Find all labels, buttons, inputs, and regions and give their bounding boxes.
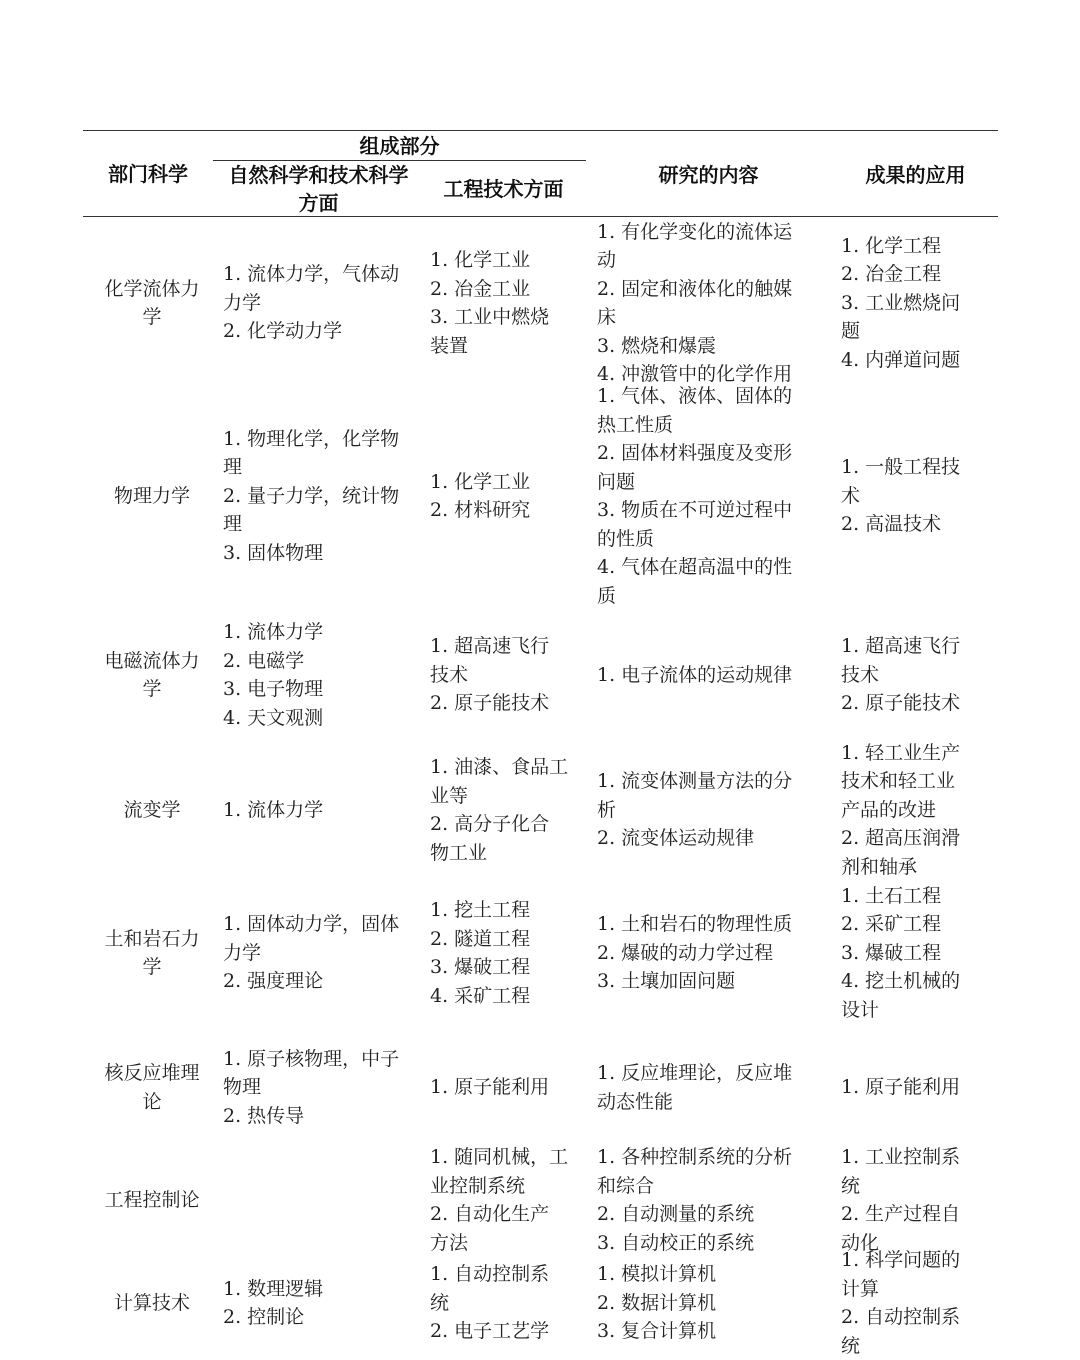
engineering-cell [430,604,588,746]
cell-text-line: 论 [88,1088,216,1117]
cell-text-line: 1. 科学问题的 [841,1246,981,1275]
cell-text-line: 2. 控制论 [223,1303,415,1332]
natural-science-cell [223,746,415,874]
cell-text-line: 3. 固体物理 [223,539,415,568]
application-cell [841,874,981,1032]
department-cell [88,746,216,874]
cell-text-line: 1. 流变体测量方法的分 [597,767,822,796]
cell-text-line: 2. 热传导 [223,1102,415,1131]
cell-text-line: 流变学 [88,796,216,825]
cell-text-line: 4. 内弹道问题 [841,346,981,375]
natural-science-cell [223,604,415,746]
cell-text-line: 统 [841,1172,981,1201]
cell-text-line: 产品的改进 [841,796,981,825]
application-cell [841,218,981,388]
engineering-cell [430,874,588,1032]
cell-text-line: 质 [597,582,822,611]
header-engineering: 工程技术方面 [421,175,586,203]
engineering-cell [430,1257,588,1349]
natural-science-cell [223,218,415,388]
cell-text-line: 2. 原子能技术 [841,689,981,718]
cell-text-line: 统 [430,1289,588,1318]
cell-text-line: 动 [597,246,822,275]
cell-text-line: 2. 冶金工程 [841,260,981,289]
cell-text-line: 土和岩石力 [88,925,216,954]
research-content-cell [597,746,822,874]
natural-science-cell [223,1143,415,1257]
cell-text-line: 理 [223,453,415,482]
cell-text-line: 2. 强度理论 [223,967,415,996]
natural-science-cell [223,1257,415,1349]
cell-text-line: 1. 固体动力学，固体 [223,910,415,939]
cell-text-line: 2. 原子能技术 [430,689,588,718]
cell-text-line: 2. 冶金工业 [430,275,588,304]
header-department-science: 部门科学 [83,160,213,188]
cell-text-line: 电磁流体力 [88,647,216,676]
research-content-cell [597,874,822,1032]
cell-text-line: 1. 超高速飞行 [841,632,981,661]
cell-text-line: 统 [841,1332,981,1360]
cell-text-line: 1. 化学工业 [430,246,588,275]
cell-text-line: 1. 土石工程 [841,882,981,911]
cell-text-line: 1. 化学工程 [841,232,981,261]
cell-text-line: 2. 材料研究 [430,496,588,525]
department-cell [88,1257,216,1349]
cell-text-line: 计算技术 [88,1289,216,1318]
cell-text-line: 4. 天文观测 [223,704,415,733]
research-content-cell [597,388,822,604]
cell-text-line: 题 [841,317,981,346]
cell-text-line: 2. 生产过程自 [841,1200,981,1229]
department-cell [88,874,216,1032]
department-cell [88,1032,216,1143]
natural-science-cell [223,388,415,604]
cell-text-line: 床 [597,303,822,332]
cell-text-line: 3. 工业中燃烧 [430,303,588,332]
cell-text-line: 3. 物质在不可逆过程中 [597,496,822,525]
cell-text-line: 3. 燃烧和爆震 [597,332,822,361]
research-content-cell [597,604,822,746]
cell-text-line: 技术 [430,661,588,690]
cell-text-line: 1. 流体力学 [223,618,415,647]
cell-text-line: 理 [223,510,415,539]
cell-text-line: 1. 有化学变化的流体运 [597,218,822,247]
cell-text-line: 技术和轻工业 [841,767,981,796]
table-row [83,1143,998,1257]
department-cell [88,1143,216,1257]
application-cell [841,388,981,604]
cell-text-line: 业等 [430,782,588,811]
application-cell [841,1257,981,1349]
application-cell [841,1143,981,1257]
table-row [83,874,998,1032]
table-row [83,218,998,388]
table-row [83,1257,998,1349]
cell-text-line: 1. 超高速飞行 [430,632,588,661]
cell-text-line: 1. 化学工业 [430,468,588,497]
cell-text-line: 2. 电子工艺学 [430,1317,588,1346]
cell-text-line: 1. 一般工程技 [841,453,981,482]
cell-text-line: 学 [88,675,216,704]
cell-text-line: 和综合 [597,1172,822,1201]
engineering-cell [430,388,588,604]
cell-text-line: 析 [597,796,822,825]
cell-text-line: 2. 自动化生产 [430,1200,588,1229]
header-natural-science: 自然科学和技术科学方面 [226,161,411,217]
cell-text-line: 1. 原子能利用 [841,1073,981,1102]
cell-text-line: 2. 爆破的动力学过程 [597,939,822,968]
cell-text-line: 2. 高温技术 [841,510,981,539]
table-row [83,746,998,874]
cell-text-line: 物理力学 [88,482,216,511]
cell-text-line: 动化 [841,1229,981,1258]
cell-text-line: 1. 工业控制系 [841,1143,981,1172]
natural-science-cell [223,1032,415,1143]
cell-text-line: 学 [88,953,216,982]
cell-text-line: 2. 固体材料强度及变形 [597,439,822,468]
cell-text-line: 技术 [841,661,981,690]
cell-text-line: 2. 数据计算机 [597,1289,822,1318]
cell-text-line: 核反应堆理 [88,1059,216,1088]
cell-text-line: 4. 采矿工程 [430,982,588,1011]
cell-text-line: 2. 量子力学，统计物 [223,482,415,511]
natural-science-cell [223,874,415,1032]
cell-text-line: 2. 自动测量的系统 [597,1200,822,1229]
header-application: 成果的应用 [833,161,998,189]
cell-text-line: 1. 土和岩石的物理性质 [597,910,822,939]
department-cell [88,388,216,604]
cell-text-line: 1. 随同机械，工 [430,1143,588,1172]
cell-text-line: 3. 土壤加固问题 [597,967,822,996]
cell-text-line: 4. 气体在超高温中的性 [597,553,822,582]
cell-text-line: 业控制系统 [430,1172,588,1201]
cell-text-line: 1. 原子能利用 [430,1073,588,1102]
cell-text-line: 2. 化学动力学 [223,317,415,346]
cell-text-line: 1. 电子流体的运动规律 [597,661,822,690]
cell-text-line: 1. 轻工业生产 [841,739,981,768]
header-group-components: 组成部分 [213,132,586,160]
cell-text-line: 2. 超高压润滑 [841,824,981,853]
cell-text-line: 物理 [223,1073,415,1102]
engineering-cell [430,746,588,874]
cell-text-line: 装置 [430,332,588,361]
department-cell [88,218,216,388]
research-content-cell [597,1143,822,1257]
cell-text-line: 3. 工业燃烧问 [841,289,981,318]
cell-text-line: 4. 挖土机械的 [841,967,981,996]
cell-text-line: 1. 气体、液体、固体的 [597,382,822,411]
cell-text-line: 4. 冲激管中的化学作用 [597,360,822,389]
cell-text-line: 2. 采矿工程 [841,910,981,939]
department-cell [88,604,216,746]
cell-text-line: 2. 自动控制系 [841,1303,981,1332]
cell-text-line: 化学流体力 [88,275,216,304]
cell-text-line: 1. 流体力学 [223,796,415,825]
cell-text-line: 3. 爆破工程 [841,939,981,968]
cell-text-line: 1. 挖土工程 [430,896,588,925]
cell-text-line: 1. 油漆、食品工 [430,753,588,782]
cell-text-line: 1. 物理化学，化学物 [223,425,415,454]
cell-text-line: 力学 [223,939,415,968]
cell-text-line: 物工业 [430,839,588,868]
engineering-cell [430,1143,588,1257]
research-content-cell [597,1032,822,1143]
cell-text-line: 1. 原子核物理，中子 [223,1045,415,1074]
cell-text-line: 1. 数理逻辑 [223,1275,415,1304]
cell-text-line: 学 [88,303,216,332]
cell-text-line: 1. 反应堆理论，反应堆 [597,1059,822,1088]
cell-text-line: 的性质 [597,525,822,554]
header-research-content: 研究的内容 [586,161,831,189]
cell-text-line: 问题 [597,468,822,497]
table-row [83,604,998,746]
cell-text-line: 2. 高分子化合 [430,810,588,839]
research-content-cell [597,218,822,388]
table-row [83,388,998,604]
cell-text-line: 1. 自动控制系 [430,1260,588,1289]
cell-text-line: 2. 隧道工程 [430,925,588,954]
cell-text-line: 工程控制论 [88,1186,216,1215]
cell-text-line: 3. 电子物理 [223,675,415,704]
cell-text-line: 1. 流体力学，气体动 [223,260,415,289]
cell-text-line: 1. 模拟计算机 [597,1260,822,1289]
application-cell [841,604,981,746]
cell-text-line: 术 [841,482,981,511]
cell-text-line: 2. 电磁学 [223,647,415,676]
research-content-cell [597,1257,822,1349]
cell-text-line: 热工性质 [597,411,822,440]
application-cell [841,746,981,874]
cell-text-line: 1. 各种控制系统的分析 [597,1143,822,1172]
cell-text-line: 力学 [223,289,415,318]
cell-text-line: 3. 自动校正的系统 [597,1229,822,1258]
cell-text-line: 设计 [841,996,981,1025]
cell-text-line: 剂和轴承 [841,853,981,882]
cell-text-line: 3. 复合计算机 [597,1317,822,1346]
cell-text-line: 2. 固定和液体化的触媒 [597,275,822,304]
engineering-cell [430,1032,588,1143]
cell-text-line: 动态性能 [597,1088,822,1117]
cell-text-line: 计算 [841,1275,981,1304]
application-cell [841,1032,981,1143]
cell-text-line: 方法 [430,1229,588,1258]
table-row [83,1032,998,1143]
table-top-rule [83,130,998,131]
cell-text-line: 2. 流变体运动规律 [597,824,822,853]
header-bottom-rule [83,216,998,217]
cell-text-line: 3. 爆破工程 [430,953,588,982]
engineering-cell [430,218,588,388]
